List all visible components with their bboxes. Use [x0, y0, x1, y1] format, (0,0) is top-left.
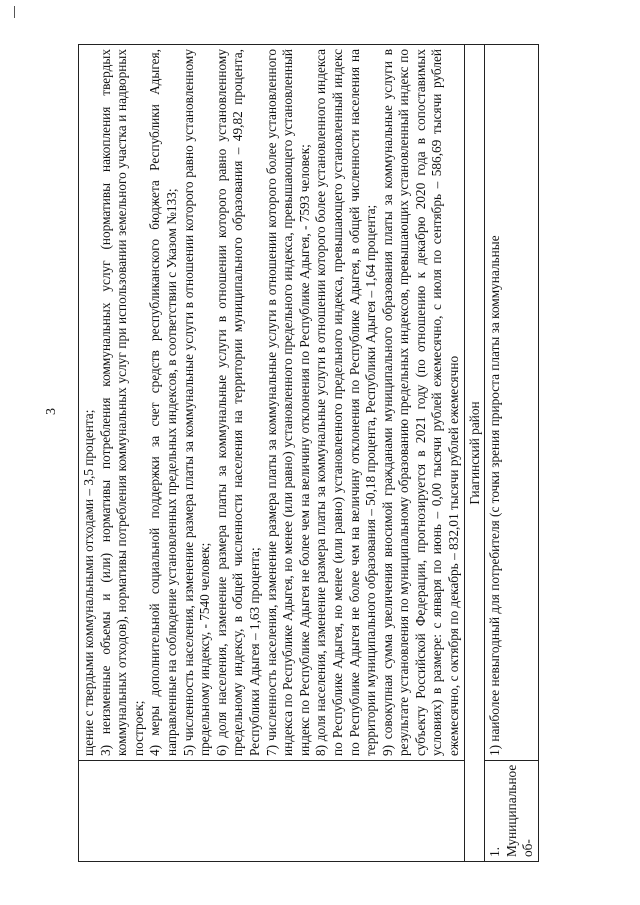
document-table: [78, 44, 539, 862]
table-row-next: [485, 45, 539, 862]
table-cell-municipality: 1. Муниципальное об-: [485, 761, 539, 862]
table-cell-next-description: 1) наиболее невыгодный для потребителя (с точки зрения прироста платы за коммунальные: [485, 45, 539, 761]
list-item: щение с твердыми коммунальными отходами – 3,5 процента;: [81, 409, 96, 756]
table-row-section: [464, 45, 485, 862]
list-item: 8) доля населения, изменение размера платы за коммунальные услуги в отношении которого более установленного индекса по Республике Адыгея, но менее (или равно) установленного предельного индекса, превышающего установленный индекс по Республике Адыгея не более чем на величину отклонения по Республике Адыгея, в общей численности населения на территории муниципального образования – 50,18 процента, Республики Адыгея – 1,64 процента;: [313, 49, 379, 756]
page-number: 3: [44, 408, 59, 415]
list-item: 5) численность населения, изменение размера платы за коммунальные услуги в отношении которого равно установленному предельному индексу, - 7540 человек;: [180, 49, 213, 756]
list-item: 3) неизменные объемы и (или) нормативы потребления коммунальных услуг (нормативы накопления твердых коммунальных отходов), нормативы потребления коммунальных услуг при использовании земельного участка и надворных построек;: [97, 49, 146, 756]
list-item: 9) совокупная сумма увеличения вносимой гражданами муниципального образования платы за коммунальные услуги в результате установления по муниципальному образованию предельных индексов, превышающих установленный индекс по субъекту Российской Федерации, прогнозируется в 2021 году (по отношению к декабрю 2020 года в сопоставимых условиях) в размере: с января по июнь – 0,00 тысячи рублей ежемесячно, с июля по сентябрь – 586,69 тысячи рублей ежемесячно, с октября по декабрь – 832,01 тысячи рублей ежемесячно: [379, 49, 462, 756]
list-item: 4) меры дополнительной социальной поддержки за счет средств республиканского бюджета Республики Адыгея, направленные на соблюдение установленных предельных индексов, в соответствии с Указом №133;: [147, 49, 179, 756]
section-title: Гиагинский район: [464, 45, 485, 862]
scan-mark: [14, 6, 15, 18]
table-cell-left-empty: [79, 761, 465, 862]
table-row-previous: [79, 45, 465, 862]
table-cell-description: [79, 45, 465, 761]
list-item: 6) доля населения, изменение размера платы за коммунальные услуги в отношении которого равно установленному предельному индексу, в общей численности населения на территории муниципального образования – 49,82 процента, Республики Адыгея – 1,63 процента;: [213, 49, 262, 756]
list-item: 7) численность населения, изменение размера платы за коммунальные услуги в отношении которого более установленного индекса по Республике Адыгея, но менее (или равно) установленного предельного индекса, превышающего установленный индекс по Республике Адыгея не более чем на величину отклонения по Республике Адыгея, - 7593 человек;: [263, 49, 312, 756]
rotated-page-content: [78, 44, 588, 862]
